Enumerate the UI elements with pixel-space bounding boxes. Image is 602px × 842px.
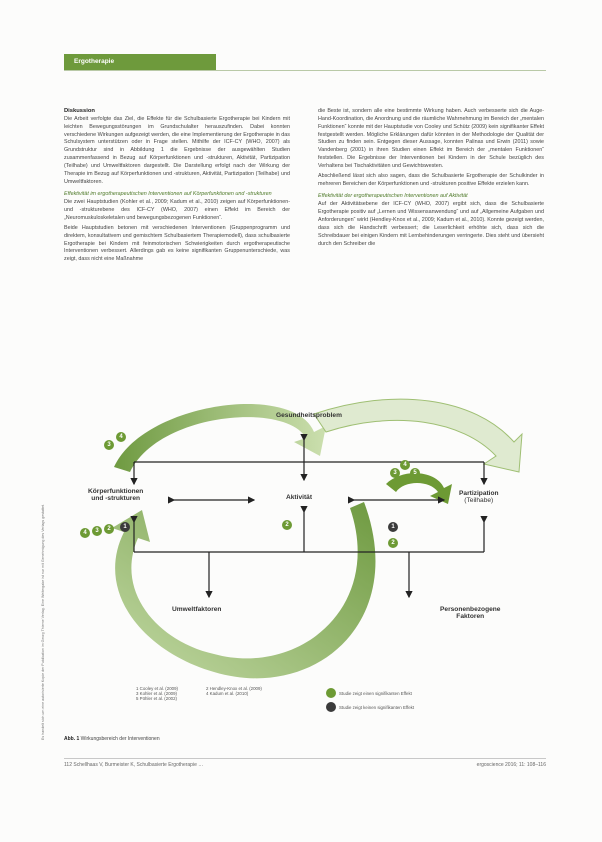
participation-label	[459, 490, 499, 504]
legend-ref: 1 Cooley et al. (2009)	[136, 686, 178, 691]
left-column	[64, 108, 290, 266]
header-rule	[64, 70, 546, 71]
study-marker-5: 5	[410, 468, 420, 478]
personal-factors-line2: Faktoren	[456, 613, 485, 620]
paragraph: Abschließend lässt sich also sagen, dass die Schulbasierte Ergotherapie der Schulkinder in mehreren Bereichen der Körperfunktionen und -strukturen positive Effekte erzielen kann.	[318, 172, 544, 187]
body-functions-line2: und -strukturen	[91, 495, 141, 502]
study-marker-2: 2	[282, 520, 292, 530]
subheading: Effektivität der ergotherapeutischen Interventionen auf Aktivität	[318, 193, 468, 200]
paragraph: die Beste ist, sondern alle eine bestimmte Wirkung haben. Auch verbesserte sich die Auge-Hand-Koordination, die Anordnung und die räumliche Wahrnehmung im Bereich der „mentalen Funktionen“ konnte mit der Hauptstudie von Cooley und Schütz (2009) kein signifikanter Effekt festgestellt werden. Mögliche Erklärungen dafür könnten in der Methodologie der Qualität der Studien zu finden sein. Entgegen dieser Aussage, konnten Palinas und Erwin (2011) sowie Vandenberg (2001) in ihren Studien einen Effekt im Bereich der „mentalen Funktionen“ feststellen. Die Ergebnisse der Interventionen bei Kindern in der Schule bezüglich des Verhaltens bei Tischaktivitäten und Gewichtswesten.	[318, 108, 544, 169]
study-marker-1: 1	[388, 522, 398, 532]
swirl-arrow-right	[314, 399, 522, 472]
study-marker-3: 3	[104, 440, 114, 450]
discussion-heading: Diskussion	[64, 108, 95, 114]
significant-dot-icon	[326, 688, 336, 698]
subheading: Effektivität im ergotherapeutischen Interventionen auf Körperfunktionen und -strukturen	[64, 191, 272, 198]
legend-significant-text: Studie zeigt einen signifikanten Effekt	[339, 690, 412, 696]
paragraph: Beide Hauptstudien betonen mit verschiedenen Interventionen (Gruppenprogramm und direktem, konsultativem und gemischtem Schulbasiertem Therapiemodell), dass schulbasierte Ergotherapie bei Kindern mit feinmotorischen Schwierigkeiten durch ergotherapeutische Interventionen verbessert. Allerdings gab es keine signifikanten Gruppenunterschiede, was zeigt, dass nicht eine Maßnahme	[64, 224, 290, 263]
section-tab: Ergotherapie	[64, 54, 216, 70]
study-marker-4: 4	[80, 528, 90, 538]
legend-not-significant-text: Studie zeigt keinen signifikanten Effekt	[339, 704, 415, 710]
copyright-side-note: Es handelt sich um eine autorisierte Kopie der Publikation im Georg Thieme Verlag. Eine Weitergabe ist nur mit Genehmigung des Verlags gestattet.	[41, 504, 45, 740]
legend-ref: 2 Hendley-Knox et al. (2009)	[206, 686, 262, 691]
paragraph: Die Arbeit verfolgte das Ziel, die Effekte für die Schulbasierte Ergotherapie bei Kindern mit leichten Bewegungsstörungen im Grundschulalter herauszufinden. Dabei konnten verschiedene Wirkungen aufgezeigt werden, die eine Implementierung der Ergotherapie in das Schulsystem unterstützen oder in Frage stellen. Mithilfe der ICF-CY (WHO, 2007) als Grundstruktur sind in Abbildung 1 die Ergebnisse der ausgewählten Studien zusammenfassend in Bezug auf Körperfunktionen und -strukturen, Aktivität, Partizipation (Teilhabe) und Umweltfaktoren dargestellt. Die Darstellung erfolgt nach der Wirkung der Therapie im Bezug auf Körperfunktionen und -strukturen, Aktivität, Partizipation (Teilhabe) und Umweltfaktoren.	[64, 115, 290, 185]
body-functions-label	[88, 488, 143, 502]
icf-figure	[64, 392, 546, 732]
icf-diagram-svg	[64, 392, 546, 732]
legend-significant	[326, 688, 412, 698]
swirl-arrow-bottom	[112, 502, 375, 678]
study-marker-1: 1	[120, 522, 130, 532]
legend-refs-col2	[206, 686, 262, 696]
study-marker-3: 3	[390, 468, 400, 478]
study-marker-4: 4	[116, 432, 126, 442]
not-significant-dot-icon	[326, 702, 336, 712]
legend-ref: 3 Kohler et al. (2009)	[136, 691, 178, 696]
footer-rule	[64, 758, 546, 759]
activity-label: Aktivität	[286, 494, 313, 501]
participation-line2: (Teilhabe)	[464, 497, 494, 504]
legend-not-significant	[326, 702, 414, 712]
caption-text: Wirkungsbereich der Interventionen	[79, 736, 160, 742]
right-column	[318, 108, 544, 250]
paragraph: Auf der Aktivitätsebene der ICF-CY (WHO, 2007) ergibt sich, dass die Schulbasierte Ergotherapie positiv auf „Lernen und Wissensanwendung“ und auf „Allgemeine Aufgaben und Anforderungen“ wirkt (Hendley-Knox et al., 2009; Kadum et al., 2010). Konnte gezeigt werden, dass sich die Handschrift verbessert; die Leserlichkeit erhöhte sich, dass sich die Schreibdauer bei einigen Kindern mit Lernbehinderungen verringerte. Dies steht und übersieht durch den Schreiber die	[318, 201, 544, 247]
paragraph: Die zwei Hauptstudien (Kohler et al., 2009; Kadum et al., 2010) zeigen auf Körperfunktionen- und -strukturebene des ICF-CY (WHO, 2007) einen Effekt im Bereich der „Neuromuskuloskeletalen und bewegungsbezogenen Funktionen“.	[64, 199, 290, 221]
study-marker-2: 2	[104, 524, 114, 534]
study-marker-2: 2	[388, 538, 398, 548]
study-marker-3: 3	[92, 526, 102, 536]
body-functions-line1: Körperfunktionen	[88, 488, 144, 495]
study-marker-4: 4	[400, 460, 410, 470]
health-problem-label: Gesundheitsproblem	[276, 412, 342, 419]
participation-line1: Partizipation	[459, 490, 499, 497]
legend-ref: 4 Kadum et al. (2010)	[206, 691, 249, 696]
footer-citation: 112 Schellhaas V, Burmeister K, Schulbasierte Ergotherapie …	[64, 762, 204, 768]
personal-factors-label	[440, 606, 500, 620]
legend-ref: 5 Pöhler et al. (2002)	[136, 696, 178, 701]
legend-refs-col1	[136, 686, 178, 701]
personal-factors-line1: Personenbezogene	[440, 606, 501, 613]
footer-journal: ergoscience 2016; 11: 108–116	[476, 762, 546, 768]
caption-label: Abb. 1	[64, 736, 80, 742]
environment-label: Umweltfaktoren	[172, 606, 222, 613]
figure-caption	[64, 736, 160, 742]
